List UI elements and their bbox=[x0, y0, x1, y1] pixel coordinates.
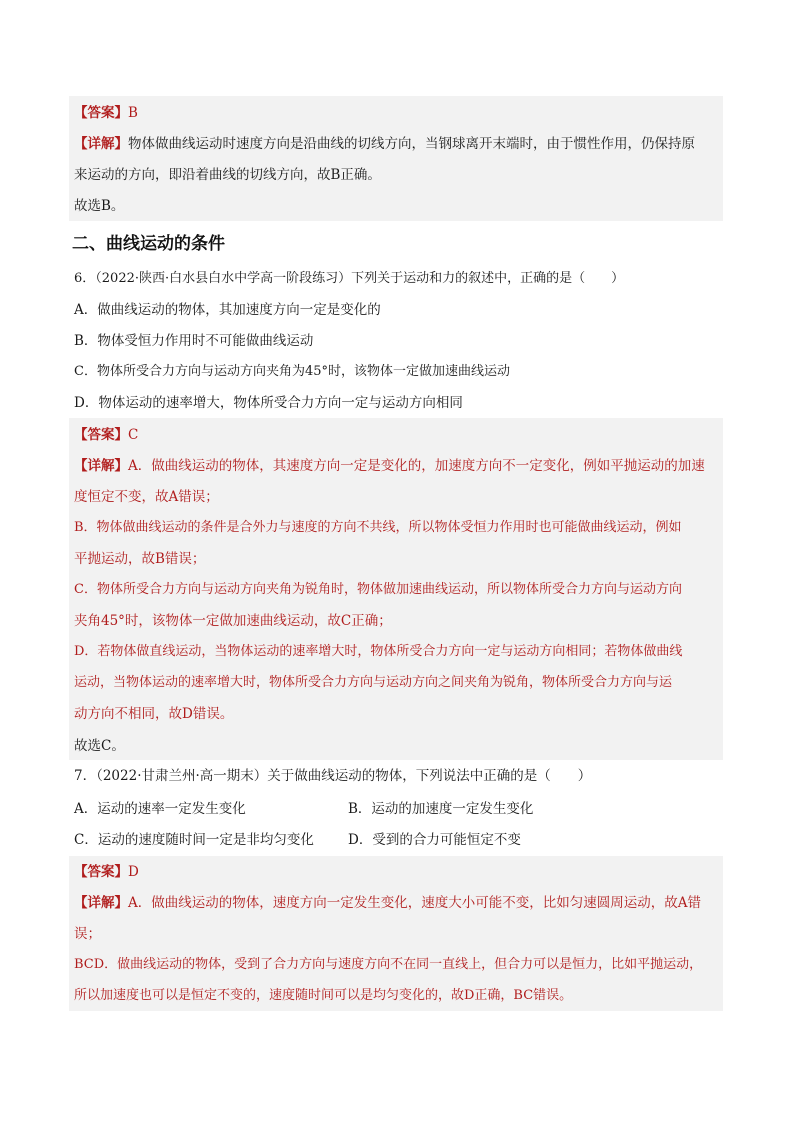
detail-line-q6-7: D．若物体做直线运动，当物体运动的速率增大时，物体所受合力方向一定与运动方向相同；若物体做曲线 bbox=[74, 644, 683, 659]
answer-line-q5 bbox=[74, 103, 138, 123]
detail-line-q6-3: B．物体做曲线运动的条件是合外力与速度的方向不共线，所以物体受恒力作用时也可能做曲线运动，例如 bbox=[74, 520, 682, 535]
detail-line-q6-5: C．物体所受合力方向与运动方向夹角为锐角时，物体做加速曲线运动，所以物体所受合力方向与运动方向 bbox=[74, 582, 682, 597]
question-6-option-b: B．物体受恒力作用时不可能做曲线运动 bbox=[74, 333, 314, 349]
answer-value: B bbox=[128, 105, 138, 121]
question-6-option-a: A．做曲线运动的物体，其加速度方向一定是变化的 bbox=[74, 302, 381, 318]
question-6-option-c: C．物体所受合力方向与运动方向夹角为45°时，该物体一定做加速曲线运动 bbox=[74, 364, 510, 379]
question-6-stem: 6．（2022·陕西·白水县白水中学高一阶段练习）下列关于运动和力的叙述中，正确的是（ ） bbox=[74, 271, 625, 286]
answer-tag: 【答案】 bbox=[74, 864, 128, 880]
detail-line-q6-1 bbox=[74, 456, 705, 476]
detail-line-q6-8: 运动，当物体运动的速率增大时，物体所受合力方向与运动方向之间夹角为锐角，物体所受合力方向与运 bbox=[74, 675, 673, 690]
question-7-option-d: D．受到的合力可能恒定不变 bbox=[348, 832, 521, 848]
conclusion-q6: 故选C。 bbox=[74, 738, 125, 754]
detail-tag: 【详解】 bbox=[74, 895, 128, 911]
detail-tag: 【详解】 bbox=[74, 458, 128, 474]
detail-tag: 【详解】 bbox=[74, 136, 128, 152]
detail-text: 物体做曲线运动时速度方向是沿曲线的切线方向，当钢球离开末端时，由于惯性作用，仍保持原 bbox=[128, 136, 695, 152]
answer-value: D bbox=[128, 864, 139, 880]
question-7-option-c: C．运动的速度随时间一定是非均匀变化 bbox=[74, 832, 314, 848]
conclusion-text: 故选B。 bbox=[74, 198, 125, 214]
detail-line-q7-4: 所以加速度也可以是恒定不变的，速度随时间可以是均匀变化的，故D正确，BC错误。 bbox=[74, 988, 573, 1003]
detail-line-q5-1 bbox=[74, 134, 695, 154]
question-6-option-d: D．物体运动的速率增大，物体所受合力方向一定与运动方向相同 bbox=[74, 395, 463, 411]
section-heading: 二、曲线运动的条件 bbox=[72, 234, 225, 254]
detail-line-q7-2: 误； bbox=[74, 926, 101, 942]
answer-box-q5 bbox=[69, 96, 723, 221]
detail-line-q6-4: 平抛运动，故B错误； bbox=[74, 551, 206, 567]
answer-tag: 【答案】 bbox=[74, 105, 128, 121]
detail-line-q6-2: 度恒定不变，故A错误； bbox=[74, 489, 219, 505]
question-7-stem: 7．（2022·甘肃兰州·高一期末）关于做曲线运动的物体，下列说法中正确的是（ ） bbox=[74, 768, 592, 784]
detail-line-q5-2 bbox=[74, 165, 381, 185]
detail-line-q6-6: 夹角45°时，该物体一定做加速曲线运动，故C正确； bbox=[74, 613, 392, 629]
detail-line-q7-1 bbox=[74, 893, 701, 913]
detail-text: A．做曲线运动的物体，其速度方向一定是变化的，加速度方向不一定变化，例如平抛运动的加速 bbox=[128, 458, 705, 474]
detail-text: A．做曲线运动的物体，速度方向一定发生变化，速度大小可能不变，比如匀速圆周运动，故A错 bbox=[128, 895, 701, 911]
answer-value: C bbox=[128, 427, 139, 443]
question-7-option-a: A．运动的速率一定发生变化 bbox=[74, 801, 246, 817]
answer-tag: 【答案】 bbox=[74, 427, 128, 443]
answer-line-q7 bbox=[74, 862, 139, 882]
question-7-option-b: B．运动的加速度一定发生变化 bbox=[348, 801, 534, 817]
detail-line-q7-3: BCD．做曲线运动的物体，受到了合力方向与速度方向不在同一直线上，但合力可以是恒力，比如平抛运动， bbox=[74, 957, 703, 972]
conclusion-q5 bbox=[74, 196, 124, 216]
detail-text: 来运动的方向，即沿着曲线的切线方向，故B正确。 bbox=[74, 167, 381, 183]
answer-line-q6 bbox=[74, 425, 138, 445]
detail-line-q6-9: 动方向不相同，故D错误。 bbox=[74, 706, 234, 722]
